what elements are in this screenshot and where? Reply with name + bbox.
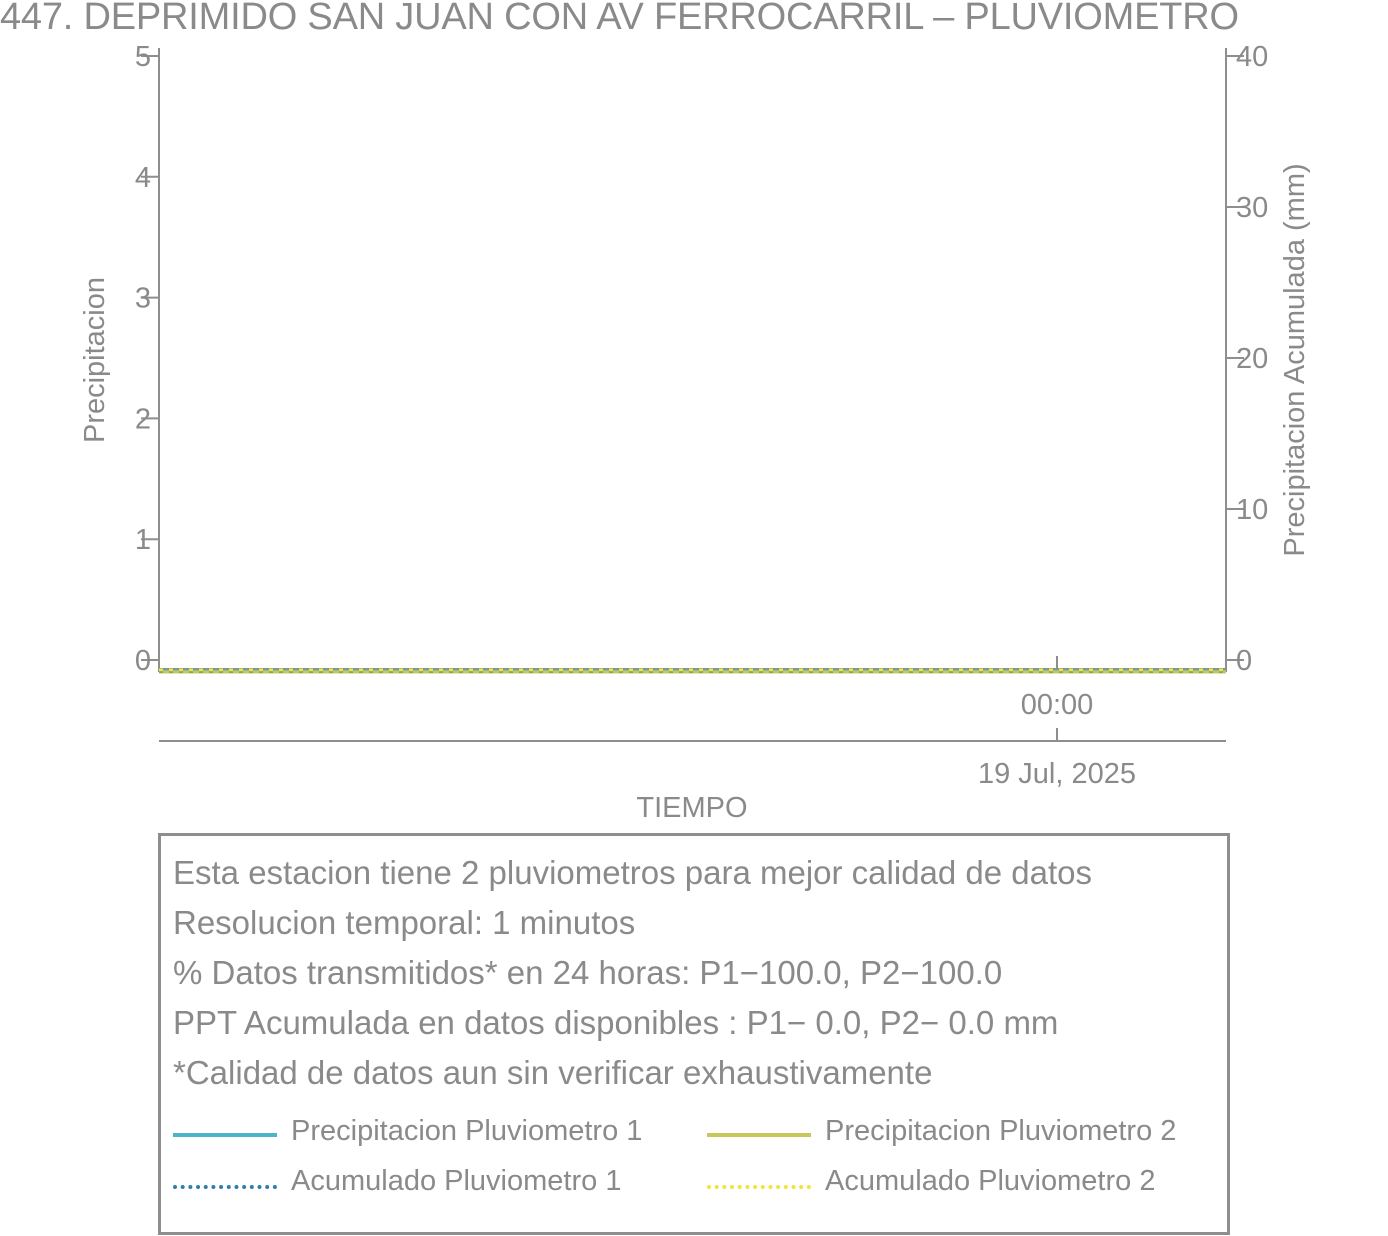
info-line-resolution: Resolucion temporal: 1 minutos xyxy=(173,904,636,941)
left-tick-label: 0 xyxy=(134,645,151,677)
left-tick-label: 2 xyxy=(134,403,151,436)
legend-label-acum-p1: Acumulado Pluviometro 1 xyxy=(291,1165,622,1197)
right-tick-label: 20 xyxy=(1236,343,1269,375)
x-tick-label-date: 19 Jul, 2025 xyxy=(977,758,1137,790)
left-tick-label: 4 xyxy=(134,161,151,194)
left-tick-label: 1 xyxy=(134,524,151,557)
info-line-stations: Esta estacion tiene 2 pluviometros para mejor calidad de datos xyxy=(173,854,1093,891)
right-tick-label: 40 xyxy=(1236,41,1269,73)
right-tick-label: 0 xyxy=(1236,645,1253,677)
right-tick-label: 30 xyxy=(1236,192,1269,224)
info-line-accumulated: PPT Acumulada en datos disponibles : P1− 0.0, P2− 0.0 mm xyxy=(173,1004,1059,1041)
left-tick-label: 3 xyxy=(134,282,151,315)
legend-label-precip-p1: Precipitacion Pluviometro 1 xyxy=(291,1115,643,1147)
y2-axis-title: Precipitacion Acumulada (mm) xyxy=(1279,163,1311,557)
legend-label-precip-p2: Precipitacion Pluviometro 2 xyxy=(825,1115,1177,1147)
legend-swatch-precip-p2 xyxy=(707,1133,811,1137)
legend-swatch-acum-p2 xyxy=(707,1185,811,1189)
x-axis-title: TIEMPO xyxy=(636,792,748,824)
labels-group xyxy=(79,41,1311,824)
info-line-quality-note: *Calidad de datos aun sin verificar exhaustivamente xyxy=(173,1054,933,1091)
series-group xyxy=(159,670,1226,672)
x-tick-label-time: 00:00 xyxy=(1020,689,1094,721)
legend-swatch-acum-p1 xyxy=(173,1185,277,1189)
chart-title: 447. DEPRIMIDO SAN JUAN CON AV FERROCARRIL – PLUVIOMETRO xyxy=(0,0,1239,38)
legend-swatch-precip-p1 xyxy=(173,1133,277,1137)
right-tick-label: 10 xyxy=(1236,494,1269,526)
info-line-transmitted: % Datos transmitidos* en 24 horas: P1−100.0, P2−100.0 xyxy=(173,954,1003,991)
left-tick-label: 5 xyxy=(134,41,151,73)
y-axis-title: Precipitacion xyxy=(79,276,111,444)
legend-label-acum-p2: Acumulado Pluviometro 2 xyxy=(825,1165,1156,1197)
axes-group xyxy=(141,48,1244,741)
info-box xyxy=(158,833,1230,1235)
